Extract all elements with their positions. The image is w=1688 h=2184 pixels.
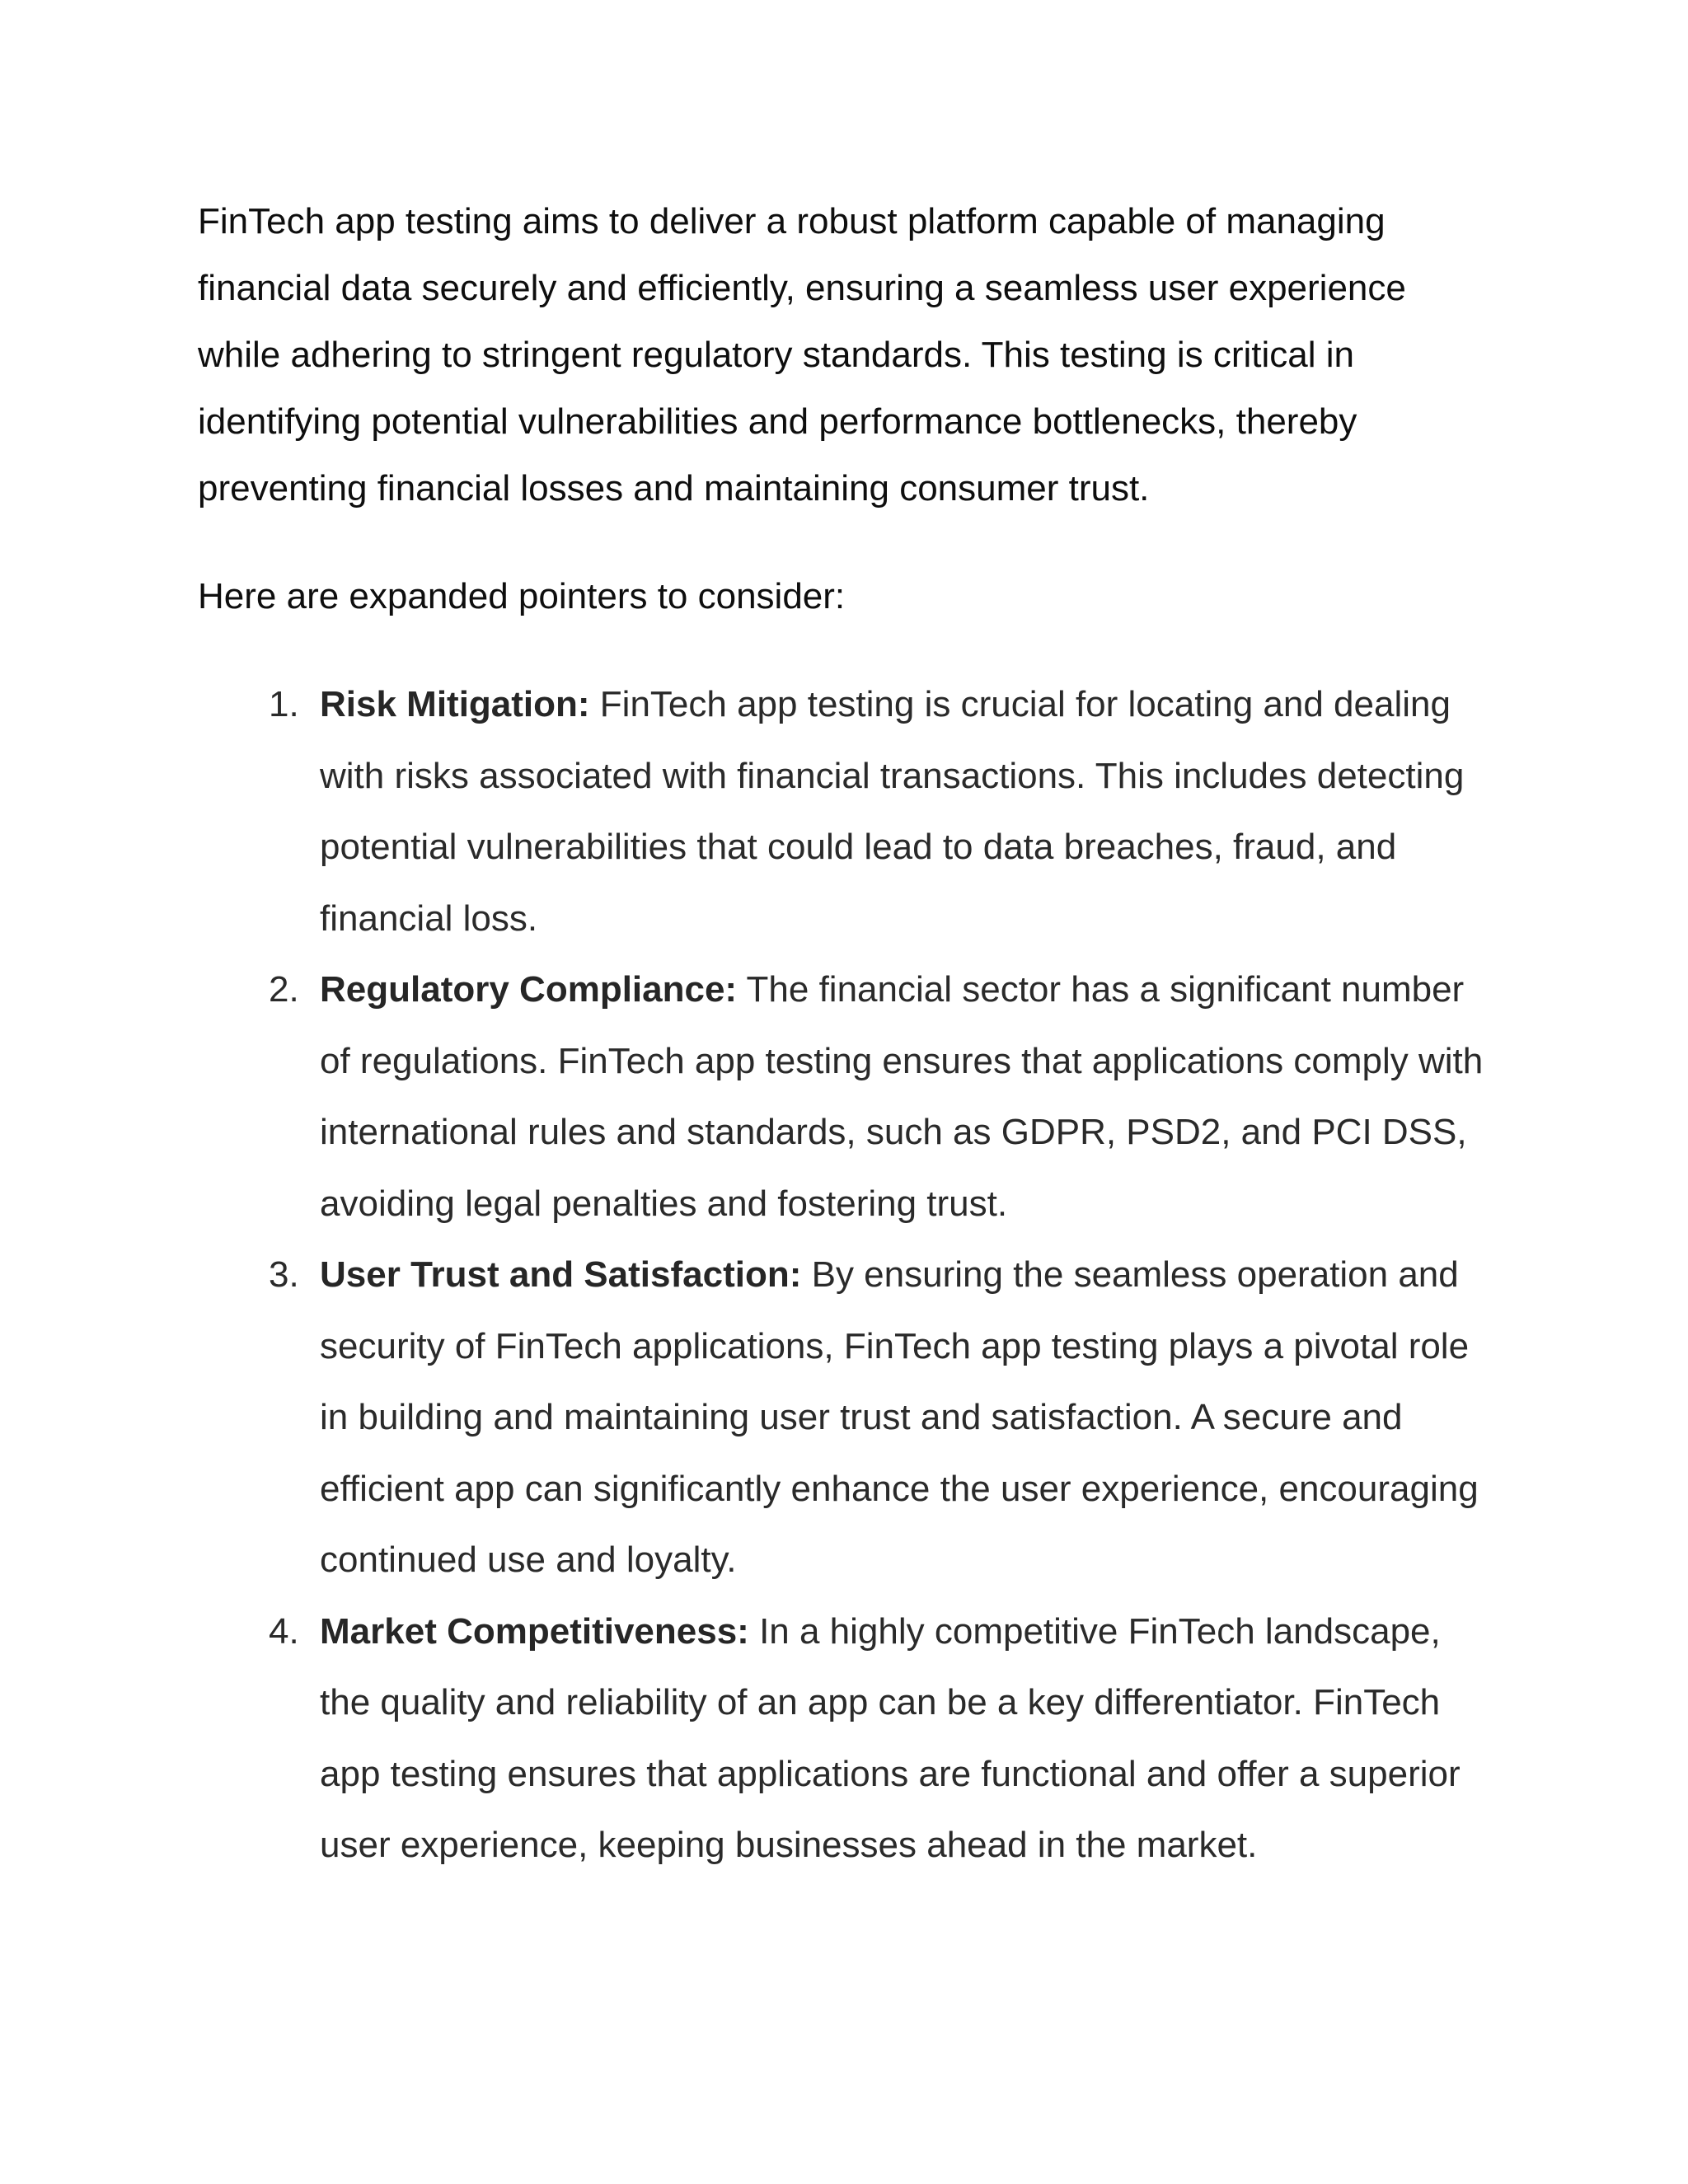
document-body — [198, 188, 1484, 1882]
list-item-number: 3. — [269, 1254, 299, 1295]
list-item — [198, 954, 1484, 1240]
pointers-list — [198, 669, 1484, 1882]
list-item-text: In a highly competitive FinTech landscape, the quality and reliability of an app can be a key differentiator. FinTech app testing ensures that applications are functional and offer a superior user experience, keeping businesses ahead in the market. — [320, 1610, 1461, 1865]
list-item-number: 2. — [269, 969, 299, 1010]
list-item — [198, 669, 1484, 954]
list-item-text: By ensuring the seamless operation and security of FinTech applications, FinTech app testing plays a pivotal role in building and maintaining user trust and satisfaction. A secure and efficient app can significantly enhance the user experience, encouraging continued use and loyalty. — [320, 1254, 1479, 1580]
list-item-number: 4. — [269, 1610, 299, 1652]
list-item — [198, 1240, 1484, 1596]
intro-paragraph: FinTech app testing aims to deliver a robust platform capable of managing financial data securely and efficiently, ensuring a seamless user experience while adhering to stringent regulatory standards. This testing is critical in identifying potential vulnerabilities and performance bottlenecks, thereby preventing financial losses and maintaining consumer trust. — [198, 201, 1406, 509]
list-item-number: 1. — [269, 684, 299, 724]
list-item-title: Risk Mitigation: — [320, 684, 590, 724]
list-item-title: User Trust and Satisfaction: — [320, 1254, 802, 1295]
list-item — [198, 1596, 1484, 1882]
list-item-title: Regulatory Compliance: — [320, 969, 738, 1010]
lead-in-text: Here are expanded pointers to consider: — [198, 576, 846, 616]
list-item-title: Market Competitiveness: — [320, 1610, 749, 1652]
list-item-text: The financial sector has a significant number of regulations. FinTech app testing ensures that applications comply with international rules and standards, such as GDPR, PSD2, and PCI DSS, avoiding legal penalties and fostering trust. — [320, 969, 1484, 1224]
list-item-text: FinTech app testing is crucial for locating and dealing with risks associated with financial transactions. This includes detecting potential vulnerabilities that could lead to data breaches, fraud, and financial loss. — [320, 684, 1465, 939]
